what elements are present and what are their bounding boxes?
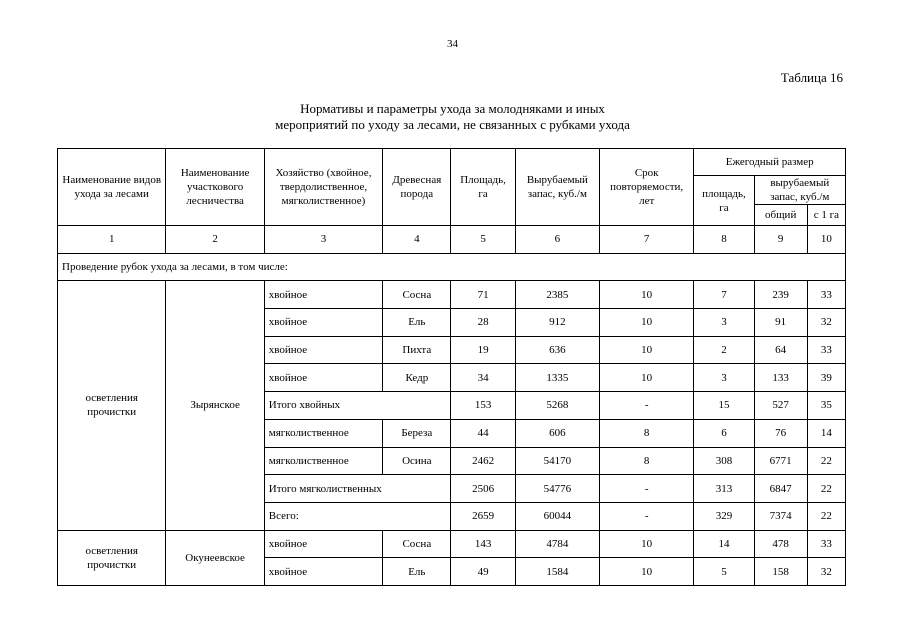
col-number: 8 (694, 226, 754, 254)
annual-area-cell: 15 (694, 392, 754, 420)
farm-cell: хвойное (264, 558, 382, 586)
norms-table (57, 148, 846, 586)
area-cell: 34 (451, 364, 515, 392)
period-cell: 10 (600, 530, 694, 558)
area-cell: 2659 (451, 502, 515, 530)
header-annual-total: общий (754, 205, 807, 226)
per-ha-cell: 22 (807, 502, 845, 530)
volume-cell: 2385 (515, 281, 599, 309)
per-ha-cell: 33 (807, 530, 845, 558)
subtotal-label: Всего: (264, 502, 451, 530)
annual-area-cell: 308 (694, 447, 754, 475)
header-annual-area: площадь, га (694, 176, 754, 226)
col-number: 4 (383, 226, 451, 254)
per-ha-cell: 33 (807, 281, 845, 309)
header-annual-volume: вырубаемый запас, куб./м (754, 176, 845, 205)
annual-area-cell: 3 (694, 364, 754, 392)
col-number: 1 (58, 226, 166, 254)
page-number: 34 (447, 38, 458, 50)
farm-cell: хвойное (264, 530, 382, 558)
area-cell: 19 (451, 336, 515, 364)
area-cell: 153 (451, 392, 515, 420)
col-number: 9 (754, 226, 807, 254)
species-cell: Сосна (383, 530, 451, 558)
farm-cell: хвойное (264, 364, 382, 392)
period-cell: 8 (600, 447, 694, 475)
col-number: 6 (515, 226, 599, 254)
volume-cell: 606 (515, 419, 599, 447)
period-cell: - (600, 392, 694, 420)
table-body (58, 226, 846, 586)
farm-cell: мягколиственное (264, 447, 382, 475)
area-cell: 2462 (451, 447, 515, 475)
subtotal-label: Итого хвойных (264, 392, 451, 420)
annual-total-cell: 527 (754, 392, 807, 420)
table-id: Таблица 16 (780, 70, 843, 85)
annual-area-cell: 5 (694, 558, 754, 586)
volume-cell: 60044 (515, 502, 599, 530)
header-species: Древесная порода (383, 149, 451, 226)
type-of-care-cell: осветления прочистки (58, 530, 166, 585)
volume-cell: 636 (515, 336, 599, 364)
species-cell: Береза (383, 419, 451, 447)
annual-total-cell: 6847 (754, 475, 807, 503)
area-cell: 143 (451, 530, 515, 558)
period-cell: 10 (600, 558, 694, 586)
type-of-care-cell: осветления прочистки (58, 281, 166, 530)
annual-total-cell: 158 (754, 558, 807, 586)
header-area: Площадь, га (451, 149, 515, 226)
species-cell: Пихта (383, 336, 451, 364)
per-ha-cell: 39 (807, 364, 845, 392)
farm-cell: мягколиственное (264, 419, 382, 447)
annual-total-cell: 91 (754, 309, 807, 337)
volume-cell: 54170 (515, 447, 599, 475)
per-ha-cell: 32 (807, 558, 845, 586)
section-label: Проведение рубок ухода за лесами, в том числе: (58, 253, 846, 281)
annual-area-cell: 313 (694, 475, 754, 503)
period-cell: - (600, 502, 694, 530)
header-volume: Вырубаемый запас, куб./м (515, 149, 599, 226)
period-cell: 10 (600, 309, 694, 337)
header-annual: Ежегодный размер (694, 149, 846, 176)
area-cell: 28 (451, 309, 515, 337)
volume-cell: 1584 (515, 558, 599, 586)
header-farm: Хозяйство (хвойное, твердолиственное, мягколиственное) (264, 149, 382, 226)
area-cell: 2506 (451, 475, 515, 503)
per-ha-cell: 22 (807, 447, 845, 475)
species-cell: Ель (383, 309, 451, 337)
area-cell: 44 (451, 419, 515, 447)
volume-cell: 54776 (515, 475, 599, 503)
table-row (58, 281, 846, 309)
area-cell: 49 (451, 558, 515, 586)
per-ha-cell: 14 (807, 419, 845, 447)
annual-total-cell: 478 (754, 530, 807, 558)
forestry-cell: Окунеевское (166, 530, 264, 585)
col-number: 3 (264, 226, 382, 254)
col-number: 10 (807, 226, 845, 254)
annual-area-cell: 7 (694, 281, 754, 309)
species-cell: Сосна (383, 281, 451, 309)
title-line-2: мероприятий по уходу за лесами, не связанных с рубками ухода (275, 117, 630, 132)
species-cell: Осина (383, 447, 451, 475)
per-ha-cell: 33 (807, 336, 845, 364)
farm-cell: хвойное (264, 309, 382, 337)
header-period: Срок повторяемости, лет (600, 149, 694, 226)
per-ha-cell: 35 (807, 392, 845, 420)
annual-total-cell: 133 (754, 364, 807, 392)
table-title (0, 101, 905, 133)
annual-total-cell: 239 (754, 281, 807, 309)
column-numbers-row (58, 226, 846, 254)
period-cell: - (600, 475, 694, 503)
annual-area-cell: 3 (694, 309, 754, 337)
volume-cell: 4784 (515, 530, 599, 558)
volume-cell: 912 (515, 309, 599, 337)
period-cell: 10 (600, 336, 694, 364)
volume-cell: 5268 (515, 392, 599, 420)
volume-cell: 1335 (515, 364, 599, 392)
annual-total-cell: 64 (754, 336, 807, 364)
farm-cell: хвойное (264, 336, 382, 364)
annual-area-cell: 14 (694, 530, 754, 558)
annual-total-cell: 76 (754, 419, 807, 447)
farm-cell: хвойное (264, 281, 382, 309)
annual-total-cell: 6771 (754, 447, 807, 475)
area-cell: 71 (451, 281, 515, 309)
col-number: 5 (451, 226, 515, 254)
period-cell: 10 (600, 364, 694, 392)
table-row (58, 530, 846, 558)
title-line-1: Нормативы и параметры ухода за молодняками и иных (300, 101, 605, 116)
subtotal-label: Итого мягколиственных (264, 475, 451, 503)
header-type-of-care: Наименование видов ухода за лесами (58, 149, 166, 226)
annual-area-cell: 2 (694, 336, 754, 364)
forestry-cell: Зырянское (166, 281, 264, 530)
section-row (58, 253, 846, 281)
header-forestry: Наименование участкового лесничества (166, 149, 264, 226)
annual-area-cell: 6 (694, 419, 754, 447)
col-number: 7 (600, 226, 694, 254)
period-cell: 10 (600, 281, 694, 309)
col-number: 2 (166, 226, 264, 254)
per-ha-cell: 22 (807, 475, 845, 503)
header-per-ha: с 1 га (807, 205, 845, 226)
species-cell: Ель (383, 558, 451, 586)
annual-total-cell: 7374 (754, 502, 807, 530)
period-cell: 8 (600, 419, 694, 447)
species-cell: Кедр (383, 364, 451, 392)
per-ha-cell: 32 (807, 309, 845, 337)
annual-area-cell: 329 (694, 502, 754, 530)
